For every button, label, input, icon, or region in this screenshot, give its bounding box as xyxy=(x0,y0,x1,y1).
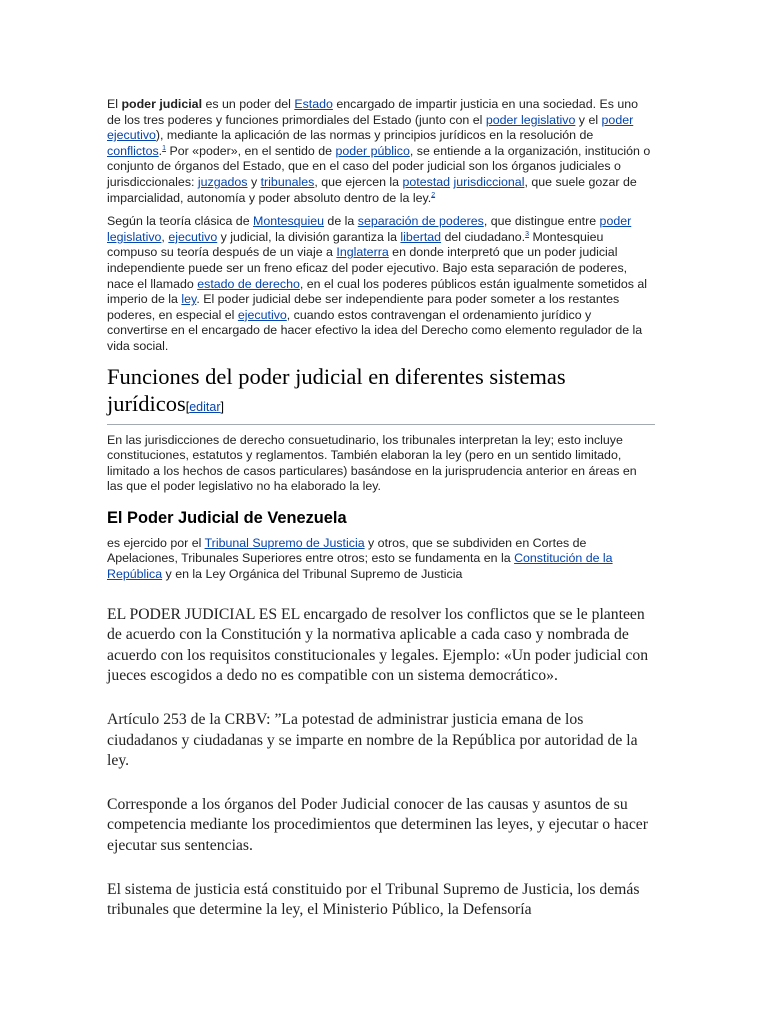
text: , en el cual los poderes públicos están igualmente sometidos al imperio de la xyxy=(107,276,648,307)
article-content xyxy=(107,97,655,921)
link-poder-ejecutivo[interactable]: poder ejecutivo xyxy=(107,112,634,143)
link-inglaterra[interactable]: Inglaterra xyxy=(336,245,389,260)
text: en donde interpretó que un poder judicial independiente puede ser un freno eficaz del poder ejecutivo. Bajo esta separación de poderes, nace el llamado xyxy=(107,245,628,291)
link-libertad[interactable]: libertad xyxy=(400,229,442,244)
text: de la xyxy=(323,214,358,229)
venezuela-paragraph xyxy=(107,536,655,583)
text: , cuando estos contravengan el ordenamiento jurídico y convertirse en el encargado de hacer efectivo la idea del Derecho como elemento regulador de la vida social. xyxy=(107,307,643,353)
edit-bracket-open: [ xyxy=(185,399,190,414)
text: y el xyxy=(575,112,602,127)
section-heading-text: Funciones del poder judicial en diferentes sistemas jurídicos xyxy=(107,363,566,416)
edit-bracket-close: ] xyxy=(220,399,224,414)
text: Según la teoría clásica de xyxy=(107,214,254,229)
link-tribunal-supremo[interactable]: Tribunal Supremo de Justicia xyxy=(204,535,365,550)
text: . xyxy=(158,143,163,158)
footnote-ref-1[interactable]: 1 xyxy=(162,144,167,152)
link-estado[interactable]: Estado xyxy=(294,97,333,111)
text: y otros, que se subdividen en Cortes de Apelaciones, Tribunales Superiores entre otros; esto se fundamenta en la xyxy=(107,535,587,566)
montesquieu-paragraph xyxy=(107,214,655,354)
bold-term: poder judicial xyxy=(121,97,203,111)
text: , que distingue entre xyxy=(483,214,600,229)
section-heading xyxy=(107,363,655,425)
link-tribunales[interactable]: tribunales xyxy=(260,174,315,189)
text: y judicial, la división garantiza la xyxy=(217,229,401,244)
link-ejecutivo[interactable]: ejecutivo xyxy=(168,229,218,244)
text: , que suele gozar de imparcialidad, autonomía y poder absoluto dentro de la ley. xyxy=(107,174,637,205)
footnote-ref-3[interactable]: 3 xyxy=(525,230,530,238)
text: es un poder del xyxy=(202,97,295,111)
venezuela-heading: El Poder Judicial de Venezuela xyxy=(107,508,347,527)
link-separacion-de-poderes[interactable]: separación de poderes xyxy=(357,214,484,229)
intro-paragraph xyxy=(107,97,655,206)
section-paragraph: En las jurisdicciones de derecho consuetudinario, los tribunales interpretan la ley; esto incluye constituciones, estatutos y reglamentos. También elaboran la ley (pero en un sentido limitado, limitado a los hechos de casos particulares) basándose en la jurisprudencia anterior en áreas en las que el poder legislativo no ha elaborado la ley. xyxy=(107,432,637,494)
text: El xyxy=(107,97,122,111)
footnote-ref-2[interactable]: 2 xyxy=(431,191,436,199)
link-estado-de-derecho[interactable]: estado de derecho xyxy=(197,276,300,291)
body-paragraph: EL PODER JUDICIAL ES EL encargado de resolver los conflictos que se le planteen de acuerdo con la Constitución y la normativa aplicable a cada caso y nombrada de acuerdo con los requisitos constitucionales y legales. Ejemplo: «Un poder judicial con jueces escogidos a dedo no es compatible con un sistema democrático». xyxy=(107,605,649,685)
edit-section xyxy=(186,400,224,414)
text: , que ejercen la xyxy=(314,174,403,189)
text: y xyxy=(247,174,261,189)
edit-link[interactable]: editar xyxy=(189,399,221,414)
text: es ejercido por el xyxy=(107,535,205,550)
link-constitucion[interactable]: Constitución de la República xyxy=(107,551,613,582)
link-poder-legislativo[interactable]: poder legislativo xyxy=(485,112,576,127)
link-ley[interactable]: ley xyxy=(181,292,197,307)
link-montesquieu[interactable]: Montesquieu xyxy=(253,214,324,229)
link-potestad[interactable]: potestad xyxy=(402,174,451,189)
body-paragraph: Corresponde a los órganos del Poder Judicial conocer de las causas y asuntos de su competencia mediante los procedimientos que determinen las leyes, y ejecutar o hacer ejecutar sus sentencias. xyxy=(107,795,648,854)
text: Montesquieu compuso su teoría después de un viaje a xyxy=(107,229,604,260)
text: . El poder judicial debe ser independiente para poder someter a los restantes poderes, en especial el xyxy=(107,292,620,322)
text: , se entiende a la organización, institución o conjunto de órganos del Estado, que en el caso del poder judicial son los órganos judiciales o jurisdiccionales: xyxy=(107,143,651,189)
text: , xyxy=(161,229,169,244)
text: Por «poder», en el sentido de xyxy=(166,143,336,158)
link-jurisdiccional[interactable]: jurisdiccional xyxy=(453,174,525,189)
text: ), mediante la aplicación de las normas y principios jurídicos en la resolución de xyxy=(155,128,594,143)
link-poder-legislativo-2[interactable]: poder legislativo xyxy=(107,214,632,244)
text: encargado de impartir justicia en una sociedad. Es uno de los tres poderes y funciones primordiales del Estado (junto con el xyxy=(107,97,639,127)
text: del ciudadano. xyxy=(441,229,526,244)
link-poder-publico[interactable]: poder público xyxy=(335,143,410,158)
body-paragraph: El sistema de justicia está constituido por el Tribunal Supremo de Justicia, los demás tribunales que determine la ley, el Ministerio Público, la Defensoría xyxy=(107,880,640,919)
body-paragraph: Artículo 253 de la CRBV: ”La potestad de administrar justicia emana de los ciudadanos y ciudadanas y se imparte en nombre de la República por autoridad de la ley. xyxy=(107,711,638,770)
link-juzgados[interactable]: juzgados xyxy=(197,174,248,189)
text: y en la Ley Orgánica del Tribunal Supremo de Justicia xyxy=(162,567,463,582)
link-conflictos[interactable]: conflictos xyxy=(107,143,159,158)
link-ejecutivo-2[interactable]: ejecutivo xyxy=(237,307,287,322)
